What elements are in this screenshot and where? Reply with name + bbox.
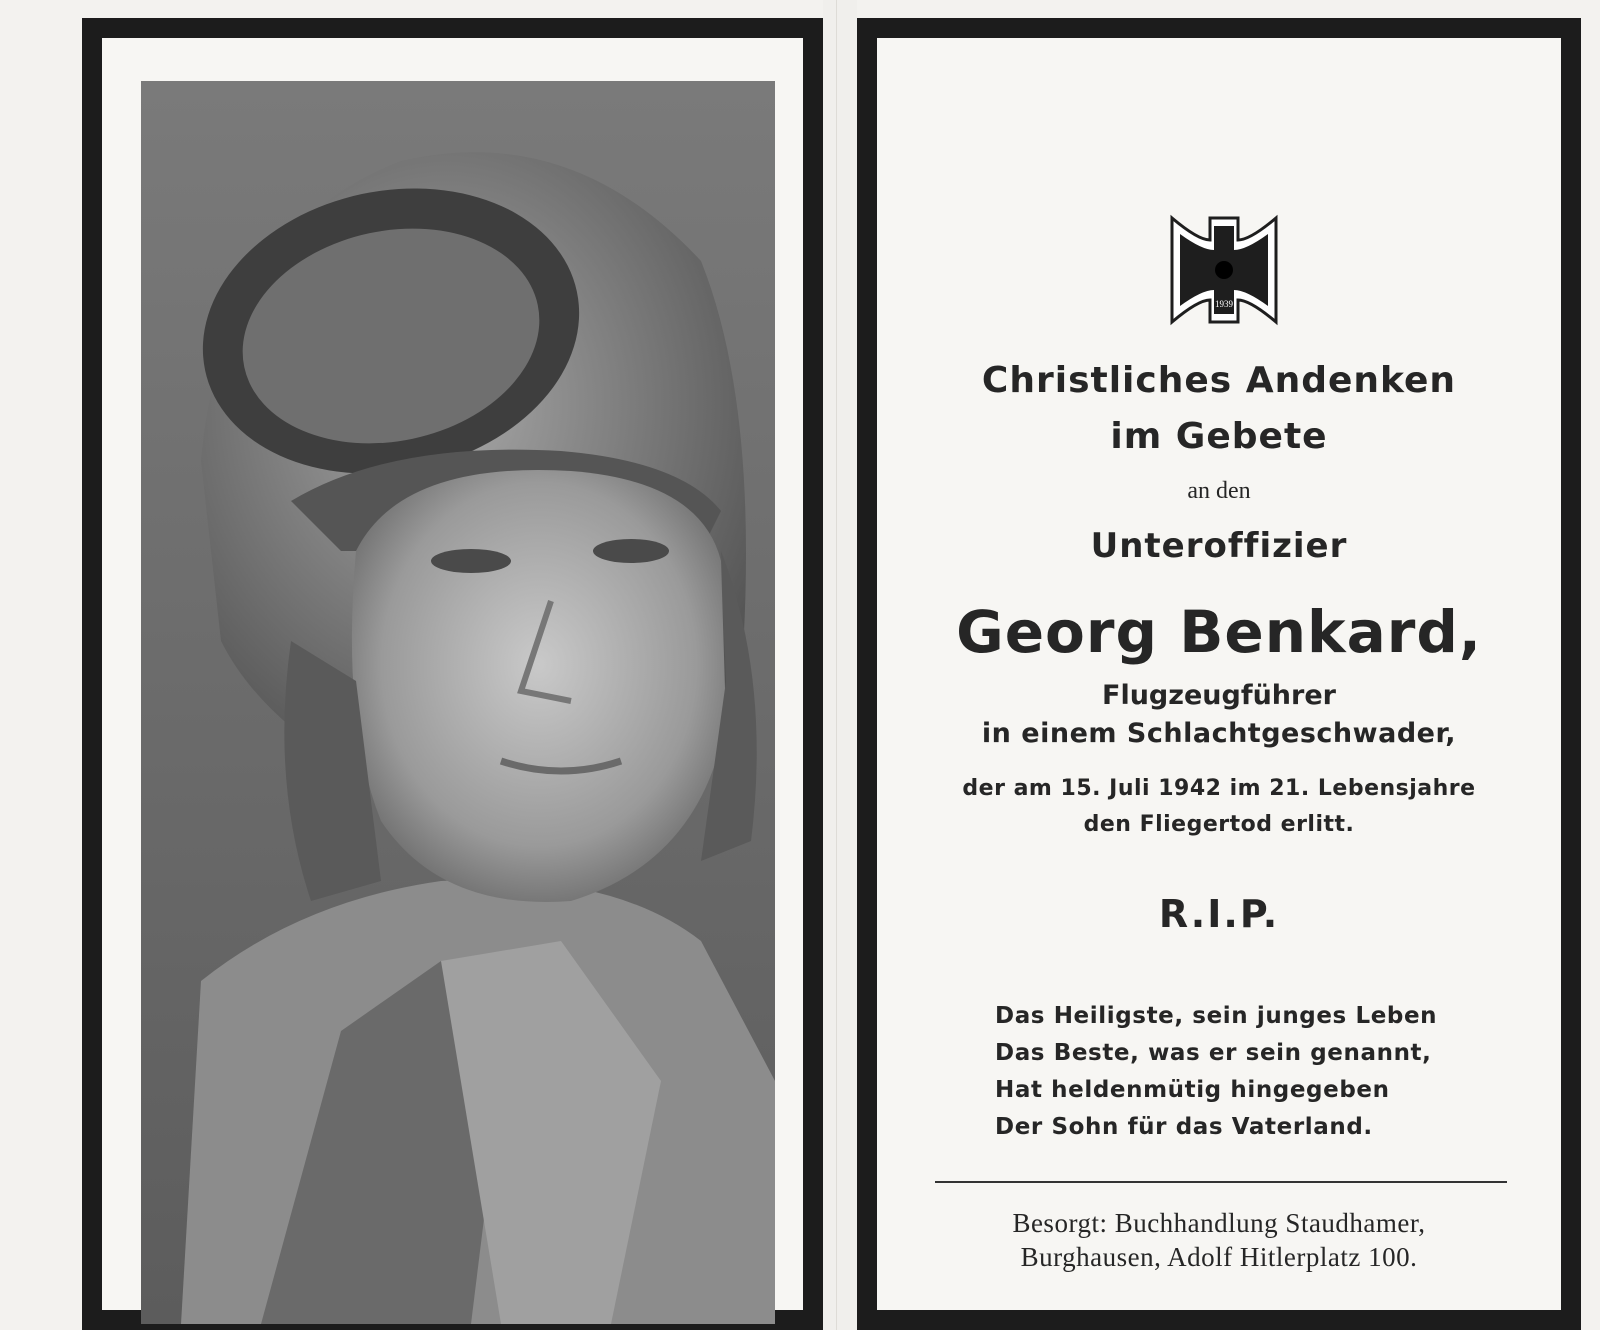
role-line-2: in einem Schlachtgeschwader,	[981, 718, 1457, 749]
rip-text: R.I.P.	[1158, 892, 1280, 936]
rank-text: Unteroffizier	[1090, 526, 1348, 566]
heading-line-1: Christliches Andenken	[981, 360, 1457, 401]
card-fold	[823, 0, 857, 1330]
fold-crease	[836, 0, 837, 1330]
iron-cross-icon	[1164, 210, 1284, 330]
poem-line: Hat heldenmütig hingegeben	[995, 1077, 1390, 1103]
cross-year: 1939	[1215, 299, 1233, 309]
death-line-2: den Fliegertod erlitt.	[1083, 812, 1355, 837]
poem-line: Das Heiligste, sein junges Leben	[995, 1003, 1438, 1029]
death-line-1: der am 15. Juli 1942 im 21. Lebensjahre	[962, 776, 1476, 801]
heading-line-2: im Gebete	[1110, 416, 1328, 457]
portrait-photo	[141, 81, 775, 1324]
poem-line: Der Sohn für das Vaterland.	[995, 1114, 1373, 1140]
dedication-text: an den	[1187, 478, 1251, 504]
deceased-name: Georg Benkard,	[956, 598, 1482, 666]
memorial-text-panel	[857, 18, 1581, 1330]
footer-line-1: Besorgt: Buchhandlung Staudhamer,	[1012, 1208, 1426, 1238]
portrait-panel	[82, 18, 823, 1330]
poem-line: Das Beste, was er sein genannt,	[995, 1040, 1432, 1066]
memorial-poem	[995, 998, 1437, 1146]
footer-divider	[935, 1181, 1507, 1183]
footer-line-2: Burghausen, Adolf Hitlerplatz 100.	[1020, 1242, 1418, 1272]
role-line-1: Flugzeugführer	[1102, 680, 1336, 711]
